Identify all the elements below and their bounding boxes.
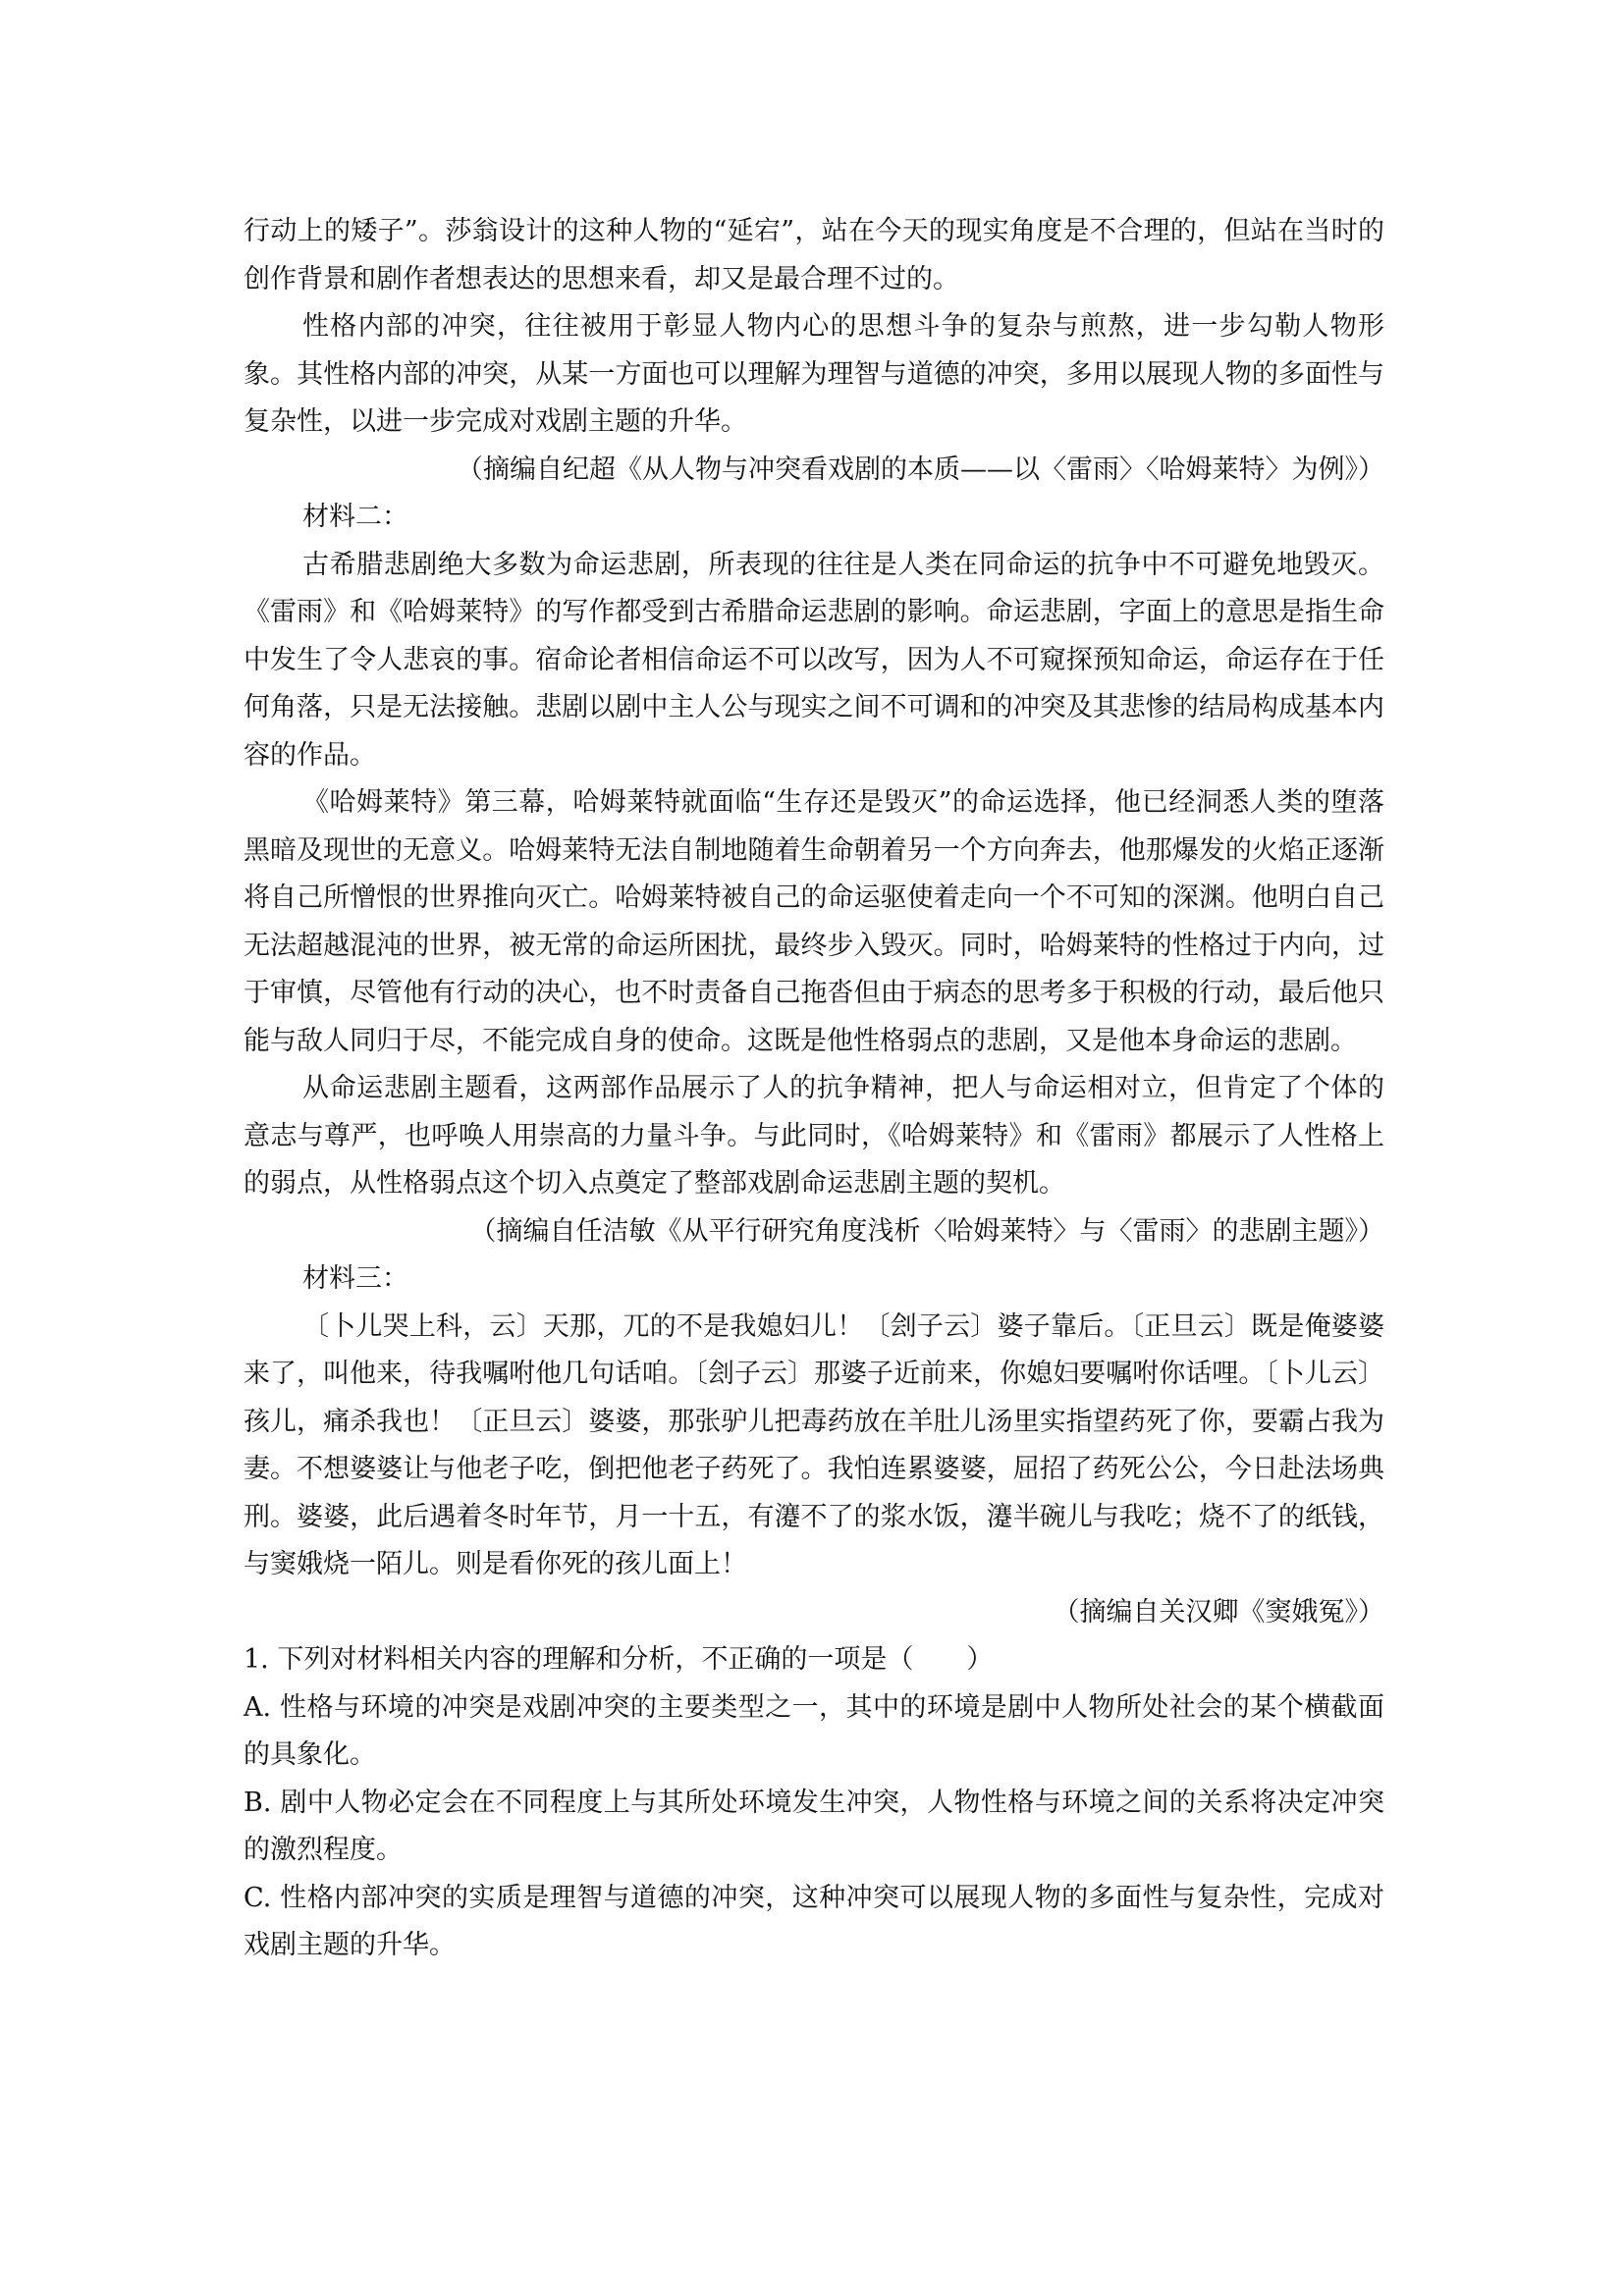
document-page xyxy=(244,208,1384,1970)
material-2-heading: 材料二： xyxy=(302,502,408,532)
source-citation-1: （摘编自纪超《从人物与冲突看戏剧的本质——以〈雷雨〉〈哈姆莱特〉为例》） xyxy=(457,454,1384,485)
source-citation-2: （摘编自任洁敏《从平行研究角度浅析〈哈姆莱特〉与〈雷雨〉的悲剧主题》） xyxy=(469,1215,1384,1247)
material-2-paragraph-3: 从命运悲剧主题看，这两部作品展示了人的抗争精神，把人与命运相对立，但肯定了个体的意志与尊严，也呼唤人用崇高的力量斗争。与此同时，《哈姆莱特》和《雷雨》都展示了人性格上的弱点，从性格弱点这个切入点奠定了整部戏剧命运悲剧主题的契机。 xyxy=(244,1073,1384,1199)
question-1-stem: 1. 下列对材料相关内容的理解和分析，不正确的一项是（ ） xyxy=(244,1644,994,1675)
paragraph-inner-conflict: 性格内部的冲突，往往被用于彰显人物内心的思想斗争的复杂与煎熬，进一步勾勒人物形象。其性格内部的冲突，从某一方面也可以理解为理智与道德的冲突，多用以展现人物的多面性与复杂性，以进一步完成对戏剧主题的升华。 xyxy=(244,311,1384,437)
material-3-heading: 材料三： xyxy=(302,1263,408,1294)
question-1-option-c: C. 性格内部冲突的实质是理智与道德的冲突，这种冲突可以展现人物的多面性与复杂性，完成对戏剧主题的升华。 xyxy=(244,1882,1384,1960)
question-1-option-a: A. 性格与环境的冲突是戏剧冲突的主要类型之一，其中的环境是剧中人物所处社会的某个横截面的具象化。 xyxy=(244,1691,1384,1770)
paragraph-hamlet-delay: 行动上的矮子”。莎翁设计的这种人物的“延宕”，站在今天的现实角度是不合理的，但站在当时的创作背景和剧作者想表达的思想来看，却又是最合理不过的。 xyxy=(244,216,1384,294)
question-1-option-b: B. 剧中人物必定会在不同程度上与其所处环境发生冲突，人物性格与环境之间的关系将决定冲突的激烈程度。 xyxy=(244,1787,1384,1865)
material-2-paragraph-2: 《哈姆莱特》第三幕，哈姆莱特就面临“生存还是毁灭”的命运选择，他已经洞悉人类的堕落黑暗及现世的无意义。哈姆莱特无法自制地随着生命朝着另一个方向奔去，他那爆发的火焰正逐渐将自己所憎恨的世界推向灭亡。哈姆莱特被自己的命运驱使着走向一个不可知的深渊。他明白自己无法超越混沌的世界，被无常的命运所困扰，最终步入毁灭。同时，哈姆莱特的性格过于内向，过于审慎，尽管他有行动的决心，也不时责备自己拖沓但由于病态的思考多于积极的行动，最后他只能与敌人同归于尽，不能完成自身的使命。这既是他性格弱点的悲剧，又是他本身命运的悲剧。 xyxy=(244,787,1384,1056)
source-citation-3: （摘编自关汉卿《窦娥冤》） xyxy=(1053,1596,1384,1628)
material-3-paragraph-1: 〔卜儿哭上科，云〕天那，兀的不是我媳妇儿！〔刽子云〕婆子靠后。〔正旦云〕既是俺婆婆来了，叫他来，待我嘱咐他几句话咱。〔刽子云〕那婆子近前来，你媳妇要嘱咐你话哩。〔卜儿云〕孩儿，痛杀我也！〔正旦云〕婆婆，那张驴儿把毒药放在羊肚儿汤里实指望药死了你，要霸占我为妻。不想婆婆让与他老子吃，倒把他老子药死了。我怕连累婆婆，屈招了药死公公，今日赴法场典刑。婆婆，此后遇着冬时年节，月一十五，有瀽不了的浆水饭，瀽半碗儿与我吃；烧不了的纸钱，与窦娥烧一陌儿。则是看你死的孩儿面上！ xyxy=(244,1310,1384,1579)
material-2-paragraph-1: 古希腊悲剧绝大多数为命运悲剧，所表现的往往是人类在同命运的抗争中不可避免地毁灭。《雷雨》和《哈姆莱特》的写作都受到古希腊命运悲剧的影响。命运悲剧，字面上的意思是指生命中发生了令人悲哀的事。宿命论者相信命运不可以改写，因为人不可窥探预知命运，命运存在于任何角落，只是无法接触。悲剧以剧中主人公与现实之间不可调和的冲突及其悲惨的结局构成基本内容的作品。 xyxy=(244,549,1384,771)
